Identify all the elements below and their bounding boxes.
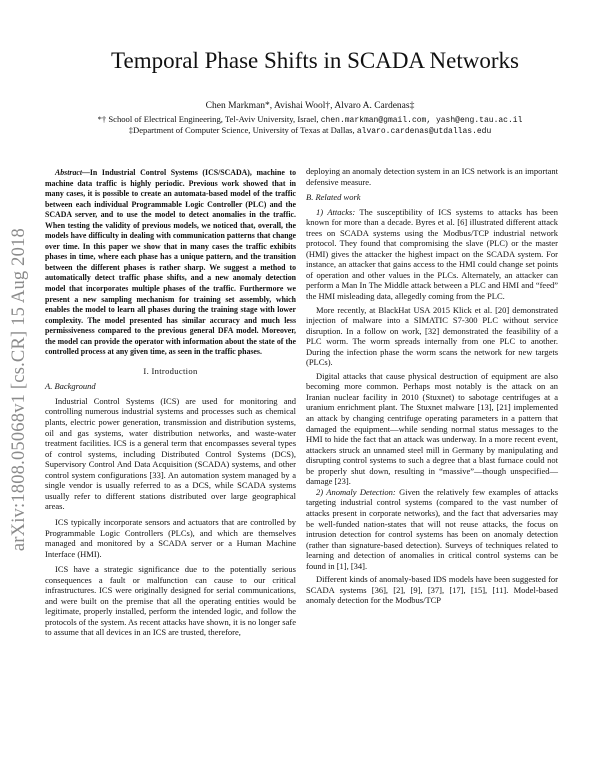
section-heading-introduction: I. Introduction [143,365,198,376]
attacks-run-heading: 1) Attacks: [316,206,356,217]
anomaly-run-heading: 2) Anomaly Detection: [316,486,396,497]
digital-attacks-paragraph: Digital attacks that cause physical destruction of equipment are also becoming more common. Perhaps most notably is the attack on an Iranian nuclear facility in 2010 (Stuxnet) to sabotage centrifuges at a uranium enrichment plant. The Stuxnet malware [13], [21] implemented an attack by changing centrifuge operating parameters in a pattern that damaged the equipment—while sending normal status messages to the HMI to hide the fact that an attack was underway. In a more recent event, attackers struck an unnamed steel mill in Germany by manipulating and disrupting control systems to such a degree that a blast furnace could not be properly shut down, resulting in “massive”—though unspecified—damage [23]. [306,370,558,487]
attacks-text: The susceptibility of ICS systems to attacks has been known for more than a decade. Byres et al. [6] illustrated different attack trees on SCADA systems using the Modbus/TCP industrial network protocol. They found that compromising the slave (PLC) or the master (HMI) gives the attacker the highest impact on the SCADA system. For instance, an attacker that gains access to the HMI could change set points of operation and other values in the PLCs. Alternately, an attacker can perform a Man In The Middle attack between a PLC and HMI and “feed” the HMI misleading data, allegedly coming from the PLC. [306,206,558,302]
intro-paragraph-1: Industrial Control Systems (ICS) are used for monitoring and controlling numerous industrial systems and processes such as chemical plants, electric power generation, transmission and distribution systems, oil and gas systems, water distribution networks, and waste-water treatment facilities. ICS is a general term that encompasses several types of control systems, including Distributed Control Systems (DCS), Supervisory Control And Data Acquisition (SCADA) systems, and other control system configurations [33]. An automation system managed by a single vendor is usually referred to as a DCS, while SCADA systems usually refer to different stations distributed over large geographical areas. [45,395,296,512]
author-list: Chen Markman*, Avishai Wool†, Alvaro A. Cardenas‡ [205,101,415,111]
left-column [45,168,296,638]
blackhat-paragraph: More recently, at BlackHat USA 2015 Klick et al. [20] demonstrated injection of malware into a SIMATIC S7-300 PLC without service disruption. In a follow on work, [32] demonstrated the feasibility of a PLC worm. The worm spreads internally from one PLC to another. During the infection phase the worm scans the network for new targets (PLCs). [306,304,558,368]
arxiv-id[interactable]: arXiv:1808.05068v1 [cs.CR] 15 Aug 2018 [8,228,29,552]
affiliation-tau-text: *† School of Electrical Engineering, Tel-Aviv University, Israel, [97,114,319,124]
abstract [45,168,296,358]
anomaly-detection-paragraph [306,487,558,571]
anomaly-text: Given the relatively few examples of attacks targeting industrial control systems (compared to the vast number of attacks present in corporate networks), and the fact that adversaries may be well-funded nation-states that will not reuse attacks, the focus on intrusion detection for control systems has been on anomaly detection (rather than signature-based detection). Surveys of techniques related to learning and detection of anomalies in critical control systems can be found in [1], [34]. [306,486,558,571]
arxiv-sidebar-stamp [6,180,32,600]
intro-paragraph-2: ICS typically incorporate sensors and actuators that are controlled by Programmable Logic Controllers (PLCs), and which are themselves managed and monitored by a SCADA server or a Human Machine Interface (HMI). [45,516,296,559]
abstract-label: Abstract [55,168,83,177]
affiliation-utd [40,125,580,137]
right-column [306,166,558,606]
intro-paragraph-3: ICS have a strategic significance due to the potentially serious consequences a fault or malfunction can cause to our critical infrastructures. ICS were originally designed for serial communications, and were built on the premise that all the operating entities would be legitimate, properly installed, perform the intended logic, and follow the protocols of the system. As recent attacks have shown, it is no longer safe to assume that all devices in an ICS are trusted, therefore, [45,564,296,638]
paper-title: Temporal Phase Shifts in SCADA Networks [111,48,519,73]
author-emails[interactable]: chen.markman@gmail.com, yash@eng.tau.ac.il [320,116,523,125]
affiliation-utd-text: ‡Department of Computer Science, University of Texas at Dallas, [128,125,355,135]
ids-models-paragraph: Different kinds of anomaly-based IDS models have been suggested for SCADA systems [36], [2], [9], [37], [17], [15], [11]. Model-based anomaly detection for the Modbus/TCP [306,574,558,606]
author-email-utd[interactable]: alvaro.cardenas@utdallas.edu [356,127,492,136]
continuation-paragraph: deploying an anomaly detection system in an ICS network is an important defensive measure. [306,166,558,187]
subsection-heading-related-work: B. Related work [306,192,361,203]
abstract-text: —In Industrial Control Systems (ICS/SCADA), machine to machine data traffic is highly periodic. Previous work showed that in many cases, it is possible to create an automata-based model of the traffic between each individual Programmable Logic Controller (PLC) and the SCADA server, and to use the model to detect anomalies in the traffic. When testing the validity of previous models, we noticed that, overall, the models have difficulty in dealing with communication patterns that change over time. In this paper we show that in many cases the traffic exhibits phases in time, where each phase has a unique pattern, and the transition between the different phases is rather sharp. We suggest a method to automatically detect traffic phase shifts, and a new anomaly detection model that incorporates multiple phases of the traffic. Furthermore we present a new sampling mechanism for training set assembly, which enables the model to learn all phases during the training stage with lower complexity. The model presented has similar accuracy and much less permissiveness compared to the previous general DFA model. Moreover, the model can provide the operator with information about the state of the controlled process at any given time, as seen in the traffic phases. [45,168,296,357]
subsection-heading-background: A. Background [45,381,96,392]
attacks-paragraph [306,207,558,302]
